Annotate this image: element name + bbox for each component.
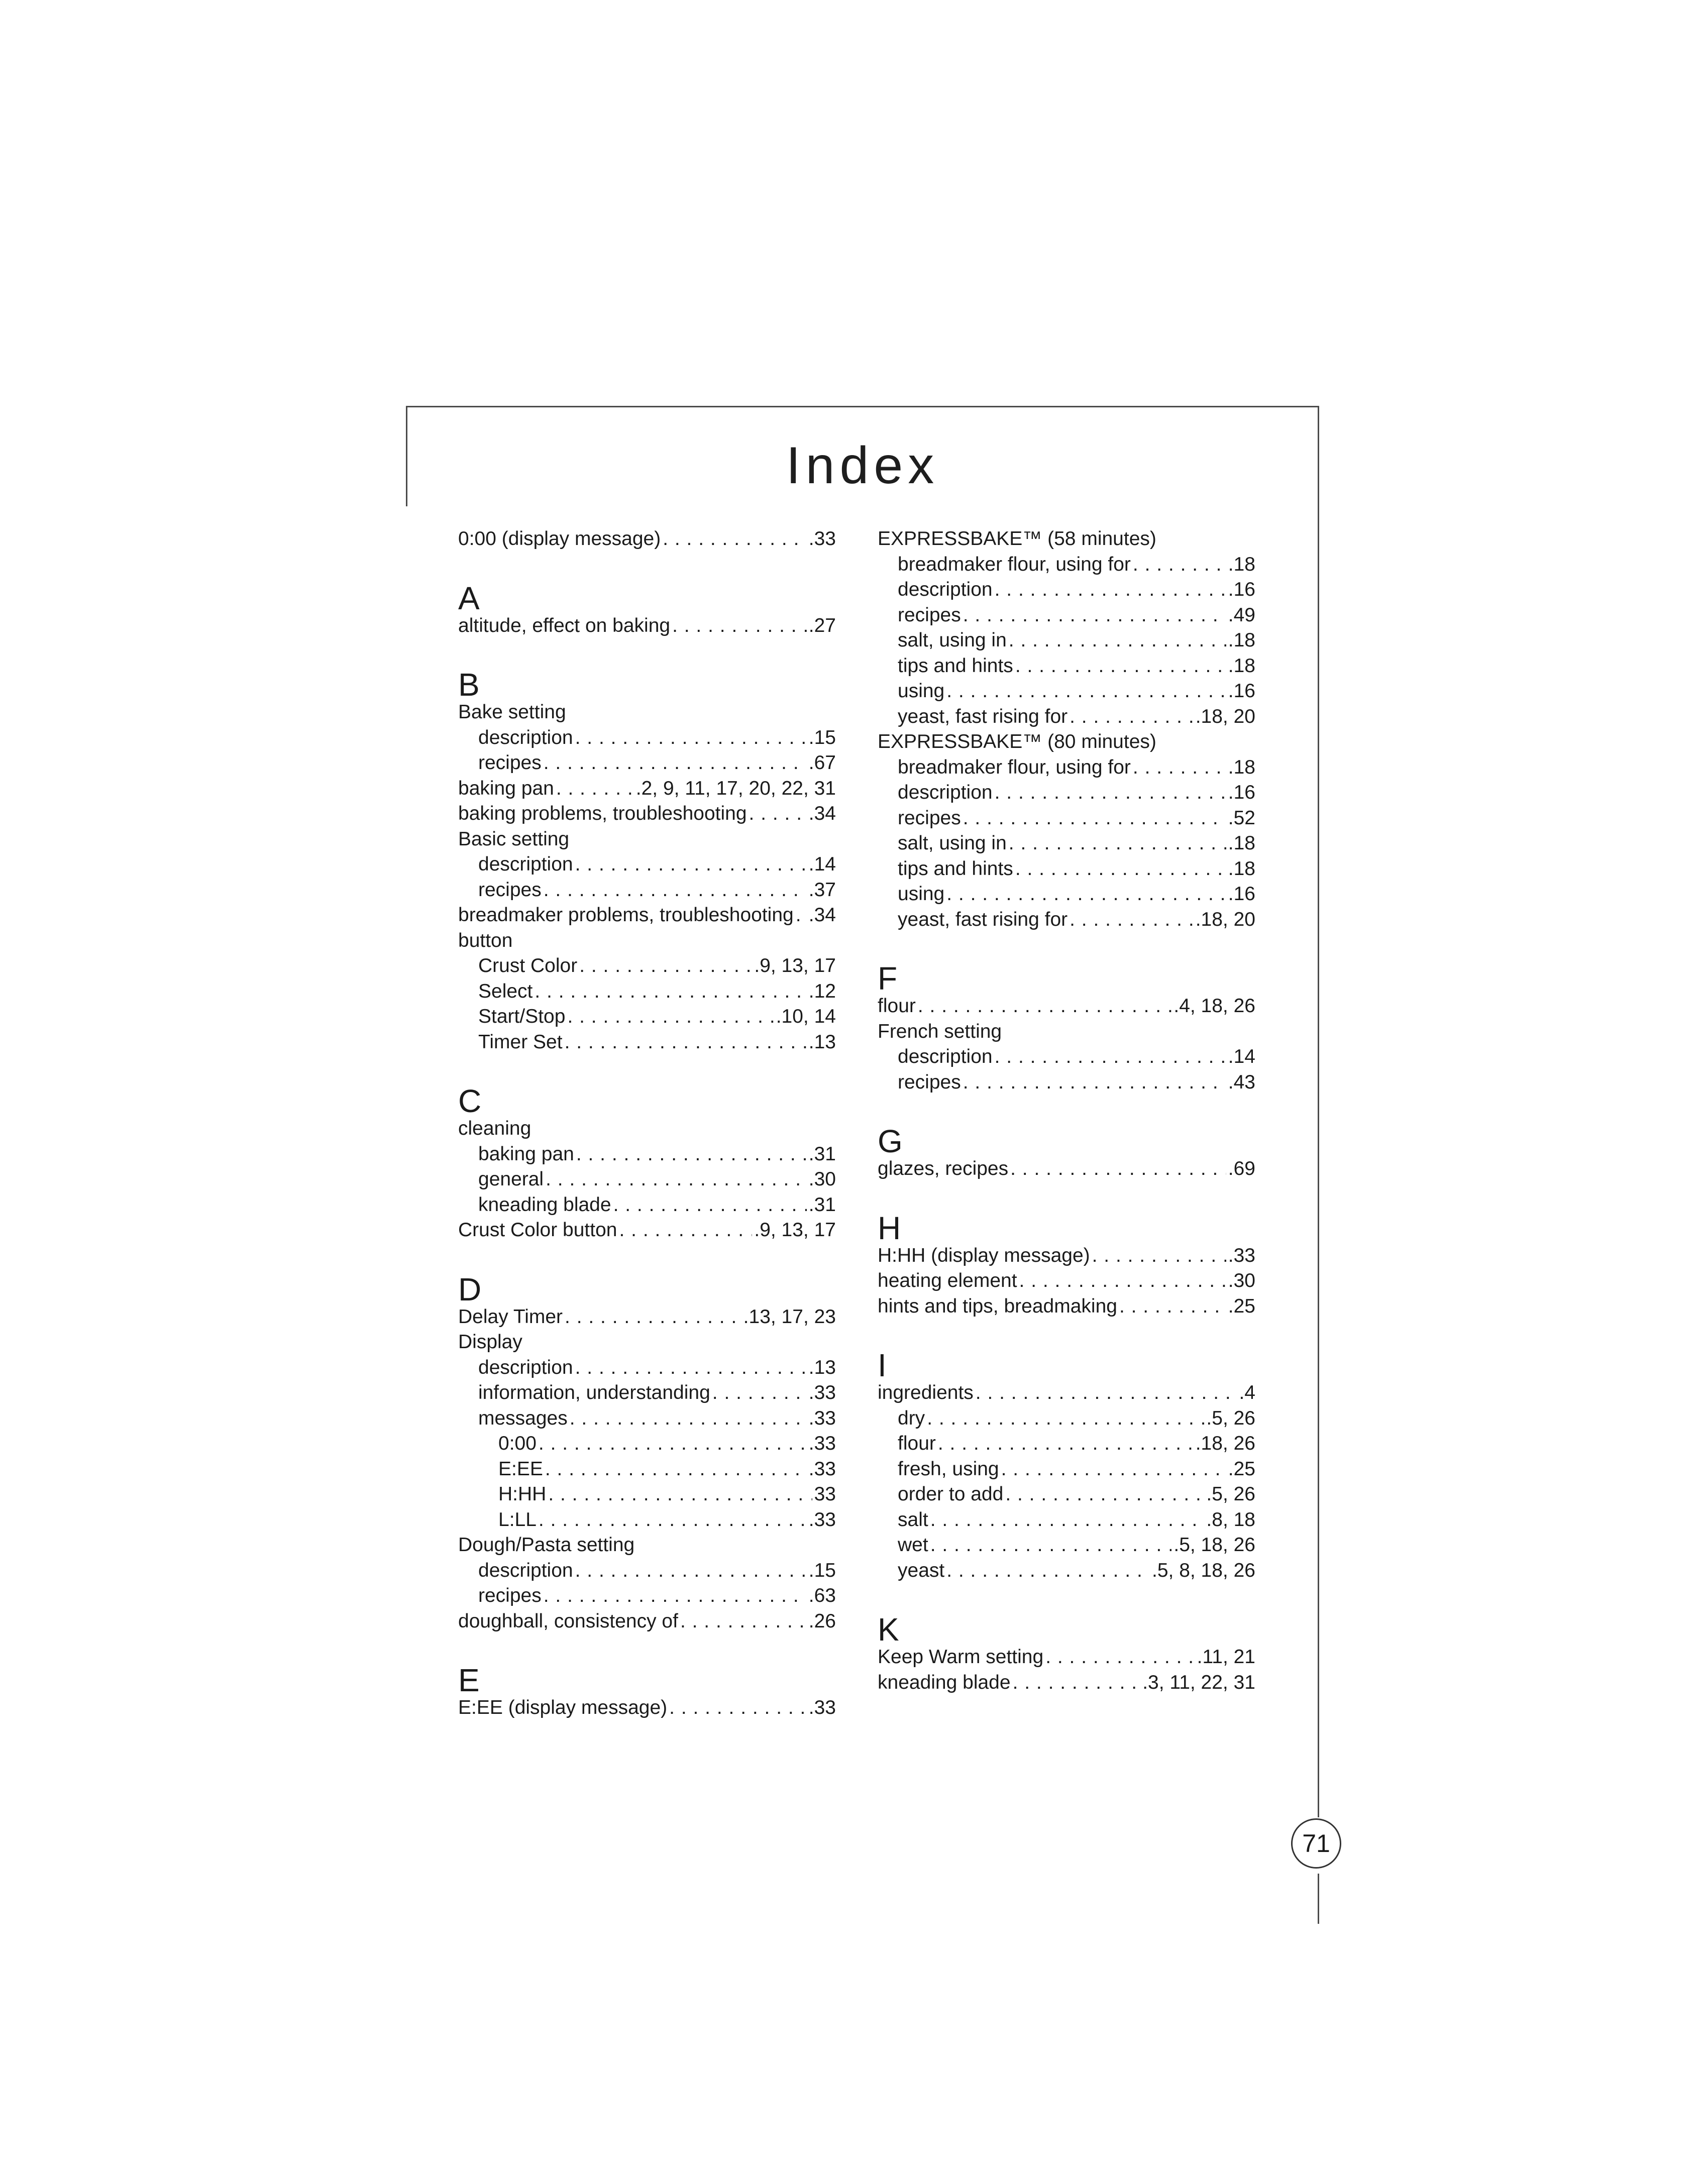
index-page-refs: .14	[808, 853, 836, 875]
dot-leader	[669, 1695, 807, 1721]
index-page-refs: .63	[808, 1585, 836, 1606]
dot-leader	[556, 776, 634, 802]
index-section-letter: E	[458, 1662, 480, 1698]
index-entry-label: dry	[898, 1407, 925, 1429]
dot-leader	[575, 852, 807, 878]
index-page-refs: .16	[1228, 680, 1255, 702]
index-entry-label: salt	[898, 1508, 928, 1531]
index-page-refs: .33	[808, 1508, 836, 1531]
index-entry-label: breadmaker flour, using for	[898, 756, 1131, 778]
index-page-refs: .67	[808, 752, 836, 774]
dot-leader	[930, 1533, 1172, 1558]
index-entry	[878, 653, 1255, 679]
index-entry-label: 0:00	[498, 1433, 537, 1454]
index-entry	[878, 831, 1255, 856]
dot-leader	[1119, 1294, 1226, 1320]
frame-right-rule-lower	[1318, 1874, 1319, 1924]
dot-leader	[570, 1406, 807, 1432]
index-entry	[458, 953, 836, 979]
index-entry-label: glazes, recipes	[878, 1158, 1009, 1179]
index-entry-label: yeast	[898, 1559, 945, 1581]
index-page-refs: .34	[808, 904, 836, 926]
dot-leader	[544, 750, 807, 776]
index-page-refs: .9, 13, 17	[754, 955, 836, 976]
index-page-refs: .18	[1228, 857, 1255, 880]
index-entry-label: heating element	[878, 1270, 1017, 1291]
dot-leader	[619, 1218, 752, 1243]
index-section-letter: G	[878, 1123, 903, 1159]
index-entry-label: E:EE (display message)	[458, 1697, 668, 1718]
index-section-letter: I	[878, 1347, 887, 1383]
index-entry-label: Delay Timer	[458, 1305, 563, 1328]
index-entry-label: baking pan	[458, 777, 554, 799]
index-entry-label: wet	[898, 1534, 928, 1556]
index-entry-label: description	[478, 1356, 573, 1378]
index-page-refs: .37	[808, 879, 836, 901]
index-page-refs: .13	[808, 1031, 836, 1053]
index-entry	[458, 1142, 836, 1167]
index-entry-label: yeast, fast rising for	[898, 908, 1068, 930]
dot-leader	[963, 806, 1226, 831]
dot-leader	[680, 1609, 807, 1634]
index-entry	[878, 907, 1255, 933]
index-page-refs: .15	[808, 726, 836, 748]
dot-leader	[1070, 907, 1194, 933]
index-page-refs: .18, 20	[1195, 705, 1255, 727]
index-entry	[878, 1431, 1255, 1457]
dot-leader	[995, 1044, 1226, 1070]
index-page-refs: .25	[1228, 1458, 1255, 1480]
index-heading	[878, 729, 1255, 755]
index-entry-label: French setting	[878, 1020, 1002, 1042]
index-entry	[458, 776, 836, 802]
index-page-refs: .16	[1228, 579, 1255, 600]
index-page-refs: .33	[808, 1433, 836, 1454]
dot-leader	[976, 1380, 1237, 1406]
index-section-letter: C	[458, 1083, 482, 1119]
index-page-refs: .10, 14	[776, 1006, 836, 1027]
index-heading	[458, 827, 836, 852]
index-entry-label: using	[898, 883, 945, 905]
index-entry	[878, 1044, 1255, 1070]
dot-leader	[1019, 1268, 1226, 1294]
dot-leader	[963, 603, 1226, 628]
index-entry	[458, 750, 836, 776]
page-number-badge: 71	[1291, 1818, 1341, 1869]
index-page-refs: .5, 26	[1206, 1407, 1255, 1429]
dot-leader	[539, 1507, 807, 1533]
dot-leader	[1013, 1670, 1141, 1696]
dot-leader	[927, 1406, 1204, 1432]
index-page-refs: .9, 13, 17	[754, 1219, 836, 1241]
index-entry	[458, 852, 836, 878]
index-entry-label: recipes	[898, 1071, 961, 1093]
index-entry	[878, 1406, 1255, 1432]
index-entry-label: Select	[478, 980, 533, 1002]
index-entry	[878, 1482, 1255, 1507]
index-entry	[458, 1030, 836, 1055]
index-entry	[878, 679, 1255, 704]
index-heading	[878, 526, 1255, 552]
index-page-refs: .18	[1228, 553, 1255, 575]
index-entry	[458, 526, 836, 552]
dot-leader	[938, 1431, 1194, 1457]
dot-leader	[712, 1380, 807, 1406]
dot-leader	[545, 1457, 807, 1482]
index-entry-label: description	[898, 579, 993, 600]
index-entry	[458, 1192, 836, 1218]
index-entry-label: description	[478, 853, 573, 875]
index-page-refs: .33	[1228, 1244, 1255, 1266]
index-entry	[878, 1156, 1255, 1182]
index-entry	[458, 1380, 836, 1406]
dot-leader	[1045, 1645, 1195, 1670]
index-entry-label: altitude, effect on baking	[458, 614, 671, 636]
index-page-refs: .5, 18, 26	[1173, 1534, 1255, 1556]
index-entry	[878, 856, 1255, 882]
index-page-refs: .13, 17, 23	[743, 1305, 836, 1328]
index-entry-label: EXPRESSBAKE™ (80 minutes)	[878, 731, 1156, 752]
index-page-refs: .26	[808, 1610, 836, 1632]
dot-leader	[575, 1558, 807, 1584]
index-page-refs: .30	[808, 1168, 836, 1190]
index-entry	[458, 1583, 836, 1609]
index-entry-label: hints and tips, breadmaking	[878, 1295, 1117, 1317]
index-entry-label: messages	[478, 1407, 568, 1429]
index-entry	[458, 1457, 836, 1482]
index-entry	[458, 1355, 836, 1381]
index-entry-label: Dough/Pasta setting	[458, 1534, 635, 1556]
index-entry	[458, 1304, 836, 1330]
index-page-refs: .15	[808, 1559, 836, 1581]
index-entry-label: breadmaker flour, using for	[898, 553, 1131, 575]
index-heading	[458, 1533, 836, 1558]
index-entry-label: tips and hints	[898, 655, 1013, 677]
index-entry	[458, 1609, 836, 1634]
index-entry-label: yeast, fast rising for	[898, 705, 1068, 727]
index-entry	[878, 1380, 1255, 1406]
index-page-refs: .18	[1228, 832, 1255, 854]
index-heading	[458, 1116, 836, 1142]
index-heading	[458, 928, 836, 954]
index-entry-label: order to add	[898, 1483, 1004, 1505]
index-entry	[878, 704, 1255, 730]
index-entry	[458, 1167, 836, 1192]
index-entry-label: tips and hints	[898, 857, 1013, 880]
index-section-letter: D	[458, 1271, 482, 1307]
index-page-refs: .30	[1228, 1270, 1255, 1291]
dot-leader	[548, 1482, 812, 1507]
index-entry-label: kneading blade	[878, 1671, 1011, 1693]
index-page-refs: .2, 9, 11, 17, 20, 22, 31	[635, 777, 836, 799]
index-entry-label: H:HH (display message)	[878, 1244, 1090, 1266]
index-page-refs: .33	[808, 528, 836, 550]
index-page-refs: .25	[1228, 1295, 1255, 1317]
index-entry-label: Display	[458, 1331, 522, 1353]
index-entry-label: using	[898, 680, 945, 702]
index-entry-label: description	[478, 1559, 573, 1581]
index-entry	[458, 1558, 836, 1584]
index-entry-label: baking pan	[478, 1143, 574, 1165]
index-entry	[878, 755, 1255, 781]
index-entry	[878, 994, 1255, 1019]
dot-leader	[546, 1167, 807, 1192]
index-entry	[878, 577, 1255, 603]
index-page-refs: .27	[808, 614, 836, 636]
index-entry	[878, 603, 1255, 628]
dot-leader	[946, 679, 1226, 704]
dot-leader	[930, 1507, 1205, 1533]
dot-leader	[1005, 1482, 1204, 1507]
index-page-refs: .31	[808, 1143, 836, 1165]
index-page-refs: .33	[808, 1407, 836, 1429]
index-entry	[458, 613, 836, 639]
index-page-refs: .18	[1228, 756, 1255, 778]
index-page-refs: .33	[808, 1458, 836, 1480]
page-title: Index	[786, 437, 939, 495]
index-entry	[878, 1533, 1255, 1558]
index-page-refs: .43	[1228, 1071, 1255, 1093]
dot-leader	[995, 780, 1226, 806]
index-page-refs: .5, 26	[1206, 1483, 1255, 1505]
dot-leader	[1015, 856, 1226, 882]
index-page-refs: .18	[1228, 655, 1255, 677]
index-page-refs: .33	[808, 1697, 836, 1718]
index-page-refs: .14	[1228, 1046, 1255, 1067]
index-entry-label: Start/Stop	[478, 1006, 566, 1027]
dot-leader	[918, 994, 1171, 1019]
dot-leader	[565, 1304, 741, 1330]
index-entry-label: recipes	[478, 879, 542, 901]
index-section-letter: K	[878, 1611, 899, 1648]
index-page-refs: .16	[1228, 782, 1255, 803]
index-entry-label: kneading blade	[478, 1193, 611, 1216]
index-section-letter: H	[878, 1210, 901, 1246]
index-heading	[458, 1330, 836, 1355]
index-page-refs: .33	[808, 1382, 836, 1403]
index-entry-label: information, understanding	[478, 1382, 710, 1403]
dot-leader	[749, 801, 807, 827]
index-entry-label: description	[898, 782, 993, 803]
index-entry	[458, 979, 836, 1005]
index-entry	[878, 628, 1255, 653]
dot-leader	[575, 725, 807, 751]
index-entry-label: cleaning	[458, 1118, 531, 1139]
index-entry	[458, 1406, 836, 1432]
index-entry-label: fresh, using	[898, 1458, 999, 1480]
index-entry	[458, 1507, 836, 1533]
index-entry	[878, 780, 1255, 806]
index-entry	[878, 1294, 1255, 1320]
index-page-refs: .18	[1228, 629, 1255, 651]
index-entry	[878, 552, 1255, 578]
index-page-refs: .3, 11, 22, 31	[1142, 1671, 1255, 1693]
index-section-letter: B	[458, 667, 480, 703]
index-page-refs: .34	[808, 803, 836, 824]
dot-leader	[1133, 552, 1226, 578]
dot-leader	[579, 953, 752, 979]
index-section-letter: F	[878, 960, 898, 997]
dot-leader	[1001, 1457, 1226, 1482]
index-entry-label: Basic setting	[458, 828, 570, 850]
index-entry	[878, 1558, 1255, 1584]
dot-leader	[963, 1070, 1226, 1096]
index-entry-label: general	[478, 1168, 544, 1190]
dot-leader	[995, 577, 1226, 603]
index-entry-label: recipes	[478, 752, 542, 774]
dot-leader	[1009, 831, 1226, 856]
index-entry	[458, 1482, 836, 1507]
index-page-refs: .31	[808, 1193, 836, 1216]
dot-leader	[1009, 628, 1226, 653]
dot-leader	[535, 979, 806, 1005]
index-page-refs: .49	[1228, 604, 1255, 626]
index-entry-label: flour	[878, 995, 916, 1017]
index-page-refs: .4, 18, 26	[1173, 995, 1255, 1017]
index-entry-label: L:LL	[498, 1508, 537, 1531]
dot-leader	[544, 878, 807, 903]
index-page-refs: .13	[808, 1356, 836, 1378]
index-page-refs: .8, 18	[1206, 1508, 1255, 1531]
index-entry	[458, 1431, 836, 1457]
index-entry-label: flour	[898, 1433, 936, 1454]
index-entry	[878, 1268, 1255, 1294]
dot-leader	[1015, 653, 1226, 679]
index-entry-label: EXPRESSBAKE™ (58 minutes)	[878, 528, 1156, 550]
index-entry	[458, 801, 836, 827]
index-entry-label: recipes	[898, 604, 961, 626]
dot-leader	[796, 903, 807, 928]
index-entry	[878, 1507, 1255, 1533]
index-heading	[458, 700, 836, 725]
index-page-refs: .52	[1228, 807, 1255, 829]
dot-leader	[576, 1142, 807, 1167]
index-page-refs: .18, 26	[1195, 1433, 1255, 1454]
index-entry-label: E:EE	[498, 1458, 543, 1480]
index-entry	[878, 882, 1255, 907]
dot-leader	[1133, 755, 1226, 781]
index-page-refs: .12	[808, 980, 836, 1002]
dot-leader	[672, 613, 807, 639]
index-entry	[878, 1243, 1255, 1269]
index-page-refs: .16	[1228, 883, 1255, 905]
dot-leader	[567, 1004, 774, 1030]
index-entry-label: button	[458, 929, 513, 951]
index-entry-label: recipes	[898, 807, 961, 829]
index-entry-label: H:HH	[498, 1483, 547, 1505]
index-page-refs: .5, 8, 18, 26	[1152, 1559, 1255, 1581]
index-entry-label: Timer Set	[478, 1031, 563, 1053]
dot-leader	[613, 1192, 807, 1218]
index-entry-label: Keep Warm setting	[878, 1646, 1044, 1668]
index-section-letter: A	[458, 580, 480, 616]
dot-leader	[946, 1558, 1150, 1584]
dot-leader	[539, 1431, 807, 1457]
index-page-refs: .18, 20	[1195, 908, 1255, 930]
index-entry-label: Crust Color	[478, 955, 578, 976]
dot-leader	[575, 1355, 807, 1381]
index-column-right	[878, 526, 1255, 1695]
index-entry	[458, 725, 836, 751]
index-entry	[878, 1645, 1255, 1670]
frame-top-rule	[406, 406, 1319, 407]
index-entry	[878, 1457, 1255, 1482]
dot-leader	[544, 1583, 807, 1609]
dot-leader	[565, 1030, 807, 1055]
index-entry-label: salt, using in	[898, 832, 1007, 854]
index-entry-label: ingredients	[878, 1382, 974, 1403]
index-entry	[458, 878, 836, 903]
index-entry-label: 0:00 (display message)	[458, 528, 661, 550]
index-heading	[878, 1019, 1255, 1045]
index-entry-label: Crust Color button	[458, 1219, 617, 1241]
index-entry-label: recipes	[478, 1585, 542, 1606]
index-entry	[458, 903, 836, 928]
dot-leader	[946, 882, 1226, 907]
index-entry-label: baking problems, troubleshooting	[458, 803, 747, 824]
index-page-refs: .11, 21	[1197, 1646, 1255, 1668]
index-page-refs: 33	[814, 1483, 836, 1505]
index-entry-label: description	[478, 726, 573, 748]
index-entry	[878, 1670, 1255, 1696]
index-entry-label: doughball, consistency of	[458, 1610, 678, 1632]
index-column-left	[458, 526, 836, 1721]
index-entry	[878, 806, 1255, 831]
index-page-refs: .4	[1239, 1382, 1255, 1403]
frame-right-rule	[1318, 406, 1319, 1817]
dot-leader	[1092, 1243, 1226, 1269]
index-entry-label: Bake setting	[458, 701, 566, 723]
dot-leader	[1070, 704, 1194, 730]
index-entry	[878, 1070, 1255, 1096]
index-entry	[458, 1218, 836, 1243]
index-entry	[458, 1004, 836, 1030]
dot-leader	[1010, 1156, 1226, 1182]
dot-leader	[663, 526, 807, 552]
index-entry	[458, 1695, 836, 1721]
index-entry-label: breadmaker problems, troubleshooting	[458, 904, 794, 926]
index-entry-label: description	[898, 1046, 993, 1067]
index-entry-label: salt, using in	[898, 629, 1007, 651]
index-page-refs: .69	[1228, 1158, 1255, 1179]
